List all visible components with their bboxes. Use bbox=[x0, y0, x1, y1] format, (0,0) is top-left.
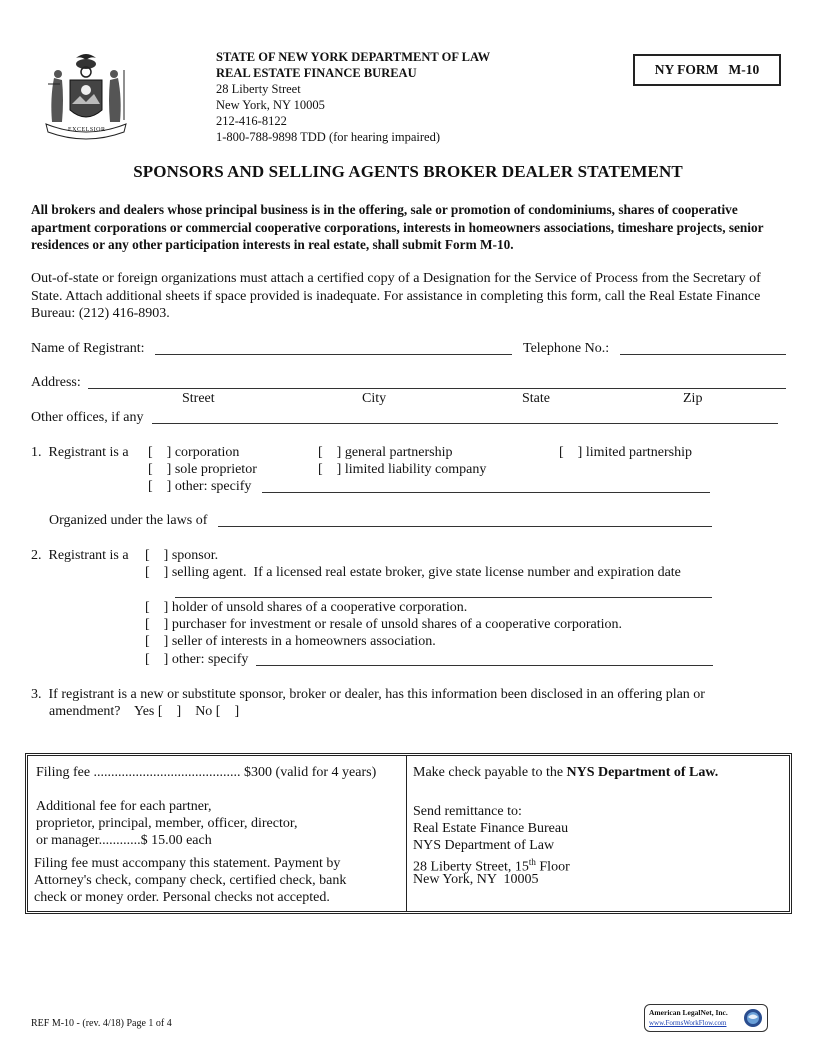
publisher-url[interactable]: www.FormsWorkFlow.com bbox=[649, 1019, 727, 1027]
remittance-ordinal: th bbox=[528, 857, 536, 867]
q1-prefix: 1. Registrant is a bbox=[31, 445, 129, 460]
tdd-number: 1-800-788-9898 TDD (for hearing impaired) bbox=[216, 130, 441, 144]
q2-prefix: 2. Registrant is a bbox=[31, 548, 129, 563]
form-id-box bbox=[633, 54, 781, 86]
payment-note-line-1: Filing fee must accompany this statement. Payment by bbox=[34, 856, 341, 871]
form-id: NY FORM M-10 bbox=[654, 62, 760, 77]
publisher-logo[interactable] bbox=[644, 1004, 768, 1032]
q2-other-specify-field[interactable] bbox=[256, 665, 713, 666]
address-field[interactable] bbox=[88, 388, 786, 389]
additional-fee-line-2: proprietor, principal, member, officer, director, bbox=[36, 816, 298, 831]
q2-other-checkbox[interactable]: [ ] other: specify bbox=[145, 652, 249, 667]
agency-name: STATE OF NEW YORK DEPARTMENT OF LAW bbox=[216, 50, 491, 64]
q3-yes-no-checkboxes[interactable]: amendment? Yes [ ] No [ ] bbox=[49, 704, 240, 719]
organized-under-field[interactable] bbox=[218, 526, 712, 527]
remittance-street: 28 Liberty Street, 15 bbox=[413, 859, 529, 875]
payment-note-line-3: check or money order. Personal checks not accepted. bbox=[34, 890, 330, 905]
other-offices-field[interactable] bbox=[152, 423, 778, 424]
registrant-name-label: Name of Registrant: bbox=[31, 341, 145, 356]
fee-info-box bbox=[25, 753, 792, 914]
address-line-1: 28 Liberty Street bbox=[216, 82, 301, 96]
bureau-name: REAL ESTATE FINANCE BUREAU bbox=[216, 66, 417, 80]
license-number-field[interactable] bbox=[175, 597, 712, 598]
filing-fee: Filing fee .......................................... $300 (valid for 4 years) bbox=[36, 765, 377, 780]
check-payable-line bbox=[413, 764, 718, 781]
revision-footer: REF M-10 - (rev. 4/18) Page 1 of 4 bbox=[31, 1018, 172, 1029]
remittance-floor: Floor bbox=[535, 859, 570, 875]
q2-selling-agent-checkbox[interactable]: [ ] selling agent. If a licensed real estate broker, give state license number and expiration date bbox=[145, 565, 681, 580]
q1-other-specify-field[interactable] bbox=[262, 492, 710, 493]
q1-limited-partnership-checkbox[interactable]: [ ] limited partnership bbox=[559, 445, 692, 460]
fee-box-divider bbox=[406, 756, 407, 911]
other-offices-label: Other offices, if any bbox=[31, 410, 144, 425]
seal-motto: EXCELSIOR bbox=[68, 127, 106, 133]
state-seal bbox=[36, 48, 136, 144]
q2-purchaser-checkbox[interactable]: [ ] purchaser for investment or resale of unsold shares of a cooperative corporation. bbox=[145, 617, 622, 632]
check-payable-name: NYS Department of Law. bbox=[566, 765, 719, 780]
telephone-field[interactable] bbox=[620, 354, 786, 355]
payment-note-line-2: Attorney's check, company check, certified check, bank bbox=[34, 873, 347, 888]
organized-under-label: Organized under the laws of bbox=[49, 513, 208, 528]
q1-sole-proprietor-checkbox[interactable]: [ ] sole proprietor bbox=[148, 462, 257, 477]
check-payable-prefix: Make check payable to the bbox=[413, 765, 567, 780]
additional-fee-line-1: Additional fee for each partner, bbox=[36, 799, 212, 814]
page-title: SPONSORS AND SELLING AGENTS BROKER DEALER STATEMENT bbox=[133, 162, 683, 181]
remittance-line-4: New York, NY 10005 bbox=[413, 872, 539, 887]
remittance-line-1: Real Estate Finance Bureau bbox=[413, 821, 569, 836]
intro-paragraph: Out-of-state or foreign organizations must attach a certified copy of a Designation for the Service of Process from the Secretary of State. Attach additional sheets if space provided is inadequate. For assistance in completing this form, call the Real Estate Finance Bureau: (212) 416-8903. bbox=[31, 271, 761, 321]
publisher-globe-icon bbox=[742, 1007, 764, 1029]
q1-general-partnership-checkbox[interactable]: [ ] general partnership bbox=[318, 445, 453, 460]
q1-other-checkbox[interactable]: [ ] other: specify bbox=[148, 479, 252, 494]
phone-number: 212-416-8122 bbox=[216, 114, 287, 128]
q2-seller-checkbox[interactable]: [ ] seller of interests in a homeowners association. bbox=[145, 634, 436, 649]
publisher-name: American LegalNet, Inc. bbox=[649, 1008, 728, 1017]
zip-sublabel: Zip bbox=[683, 391, 703, 406]
telephone-label: Telephone No.: bbox=[523, 341, 610, 356]
q2-holder-checkbox[interactable]: [ ] holder of unsold shares of a cooperative corporation. bbox=[145, 600, 468, 615]
q2-sponsor-checkbox[interactable]: [ ] sponsor. bbox=[145, 548, 219, 563]
address-label: Address: bbox=[31, 375, 81, 390]
q1-llc-checkbox[interactable]: [ ] limited liability company bbox=[318, 462, 487, 477]
city-sublabel: City bbox=[362, 391, 387, 406]
remittance-label: Send remittance to: bbox=[413, 804, 522, 819]
q1-corporation-checkbox[interactable]: [ ] corporation bbox=[148, 445, 240, 460]
additional-fee-line-3: or manager............$ 15.00 each bbox=[36, 833, 212, 848]
street-sublabel: Street bbox=[182, 391, 215, 406]
q3-question: 3. If registrant is a new or substitute sponsor, broker or dealer, has this information been disclosed in an offering plan or bbox=[31, 687, 705, 702]
intro-bold-paragraph: All brokers and dealers whose principal business is in the offering, sale or promotion of condominiums, shares of cooperative apartment corporations or commercial cooperative corporations, interests in homeowners associations, timeshare projects, senior residences or any other participation interests in real estate, shall submit Form M-10. bbox=[31, 202, 764, 252]
state-sublabel: State bbox=[522, 391, 550, 406]
registrant-name-field[interactable] bbox=[155, 354, 512, 355]
remittance-line-2: NYS Department of Law bbox=[413, 838, 555, 853]
address-line-2: New York, NY 10005 bbox=[216, 98, 325, 112]
